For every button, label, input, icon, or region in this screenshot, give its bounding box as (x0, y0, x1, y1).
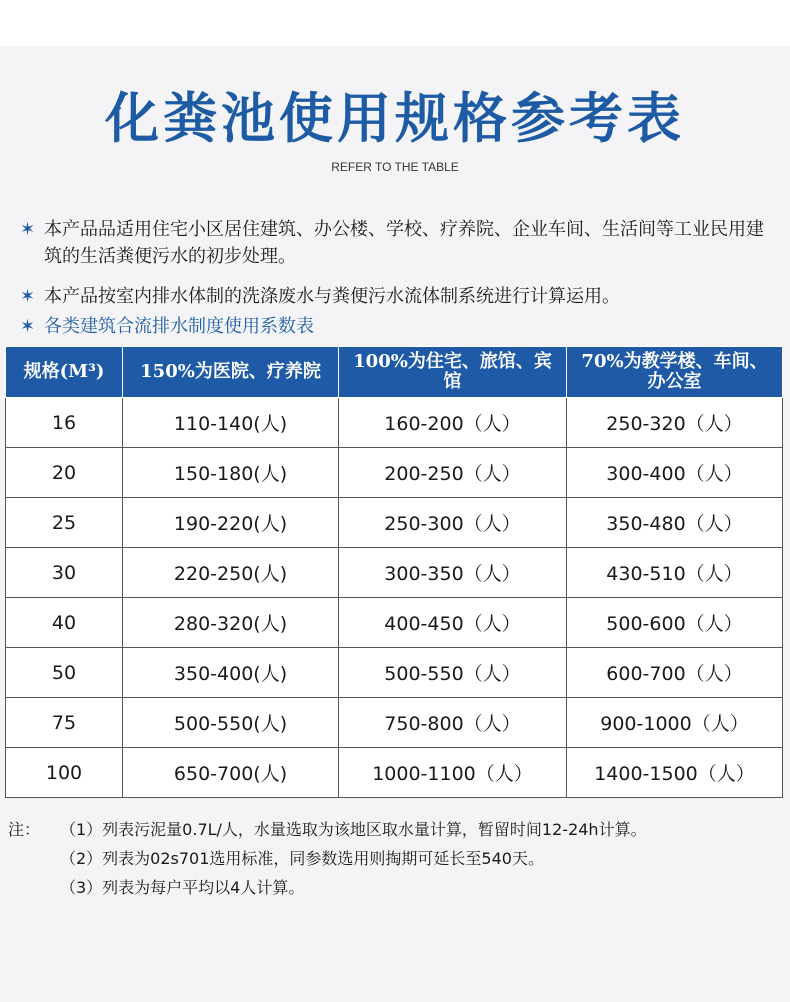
table-row (6, 548, 783, 598)
notes (8, 815, 647, 902)
table-header-row (6, 347, 783, 398)
table-cell: 75 (6, 698, 123, 748)
bullet-item (20, 283, 770, 310)
table-cell: 500-550（人） (339, 648, 567, 698)
bullet-text: 本产品按室内排水体制的洗涤废水与粪便污水流体制系统进行计算运用。 (44, 286, 620, 307)
header-spec: 规格(M³) (6, 347, 123, 398)
table-cell: 400-450（人） (339, 598, 567, 648)
page-subtitle: REFER TO THE TABLE (331, 160, 459, 174)
table-cell: 300-350（人） (339, 548, 567, 598)
table-cell: 50 (6, 648, 123, 698)
table-row (6, 498, 783, 548)
star-icon: ✶ (20, 219, 36, 240)
page-title: 化粪池使用规格参考表 (105, 87, 685, 150)
table-row (6, 648, 783, 698)
header-hospital: 150%为医院、疗养院 (123, 347, 339, 398)
table-cell: 25 (6, 498, 123, 548)
table-cell: 650-700(人) (123, 748, 339, 798)
table-row (6, 398, 783, 448)
table-cell: 900-1000（人） (567, 698, 783, 748)
table-cell: 300-400（人） (567, 448, 783, 498)
table-cell: 500-600（人） (567, 598, 783, 648)
table-cell: 280-320(人) (123, 598, 339, 648)
table-cell: 160-200（人） (339, 398, 567, 448)
star-icon: ✶ (20, 316, 36, 337)
bullet-item (20, 313, 770, 340)
note-item: （3）列表为每户平均以4人计算。 (60, 878, 305, 897)
table-cell: 200-250（人） (339, 448, 567, 498)
table-cell: 220-250(人) (123, 548, 339, 598)
table-cell: 350-400(人) (123, 648, 339, 698)
table-cell: 190-220(人) (123, 498, 339, 548)
table-caption: 各类建筑合流排水制度使用系数表 (44, 316, 314, 337)
star-icon: ✶ (20, 286, 36, 307)
bullet-text: 本产品品适用住宅小区居住建筑、办公楼、学校、疗养院、企业车间、生活间等工业民用建筑的生活粪便污水的初步处理。 (44, 219, 764, 267)
table-cell: 250-300（人） (339, 498, 567, 548)
table-row (6, 448, 783, 498)
spec-table (5, 346, 783, 798)
table-cell: 40 (6, 598, 123, 648)
table-row (6, 748, 783, 798)
table-cell: 250-320（人） (567, 398, 783, 448)
table-cell: 30 (6, 548, 123, 598)
table-cell: 500-550(人) (123, 698, 339, 748)
table-row (6, 598, 783, 648)
header-school: 70%为教学楼、车间、办公室 (567, 347, 783, 398)
table-cell: 430-510（人） (567, 548, 783, 598)
table-cell: 350-480（人） (567, 498, 783, 548)
table-cell: 750-800（人） (339, 698, 567, 748)
note-item: （1）列表污泥量0.7L/人，水量选取为该地区取水量计算，暂留时间12-24h计算。 (60, 820, 647, 839)
table-cell: 16 (6, 398, 123, 448)
note-item: （2）列表为02s701选用标准，同参数选用则掏期可延长至540天。 (60, 849, 544, 868)
table-cell: 20 (6, 448, 123, 498)
table-cell: 150-180(人) (123, 448, 339, 498)
table-body (6, 398, 783, 798)
table-cell: 1000-1100（人） (339, 748, 567, 798)
table-row (6, 698, 783, 748)
notes-label: 注： (8, 820, 41, 839)
table-cell: 1400-1500（人） (567, 748, 783, 798)
table-cell: 110-140(人) (123, 398, 339, 448)
bullet-item (20, 216, 770, 270)
table-cell: 100 (6, 748, 123, 798)
table-cell: 600-700（人） (567, 648, 783, 698)
header-residential: 100%为住宅、旅馆、宾馆 (339, 347, 567, 398)
